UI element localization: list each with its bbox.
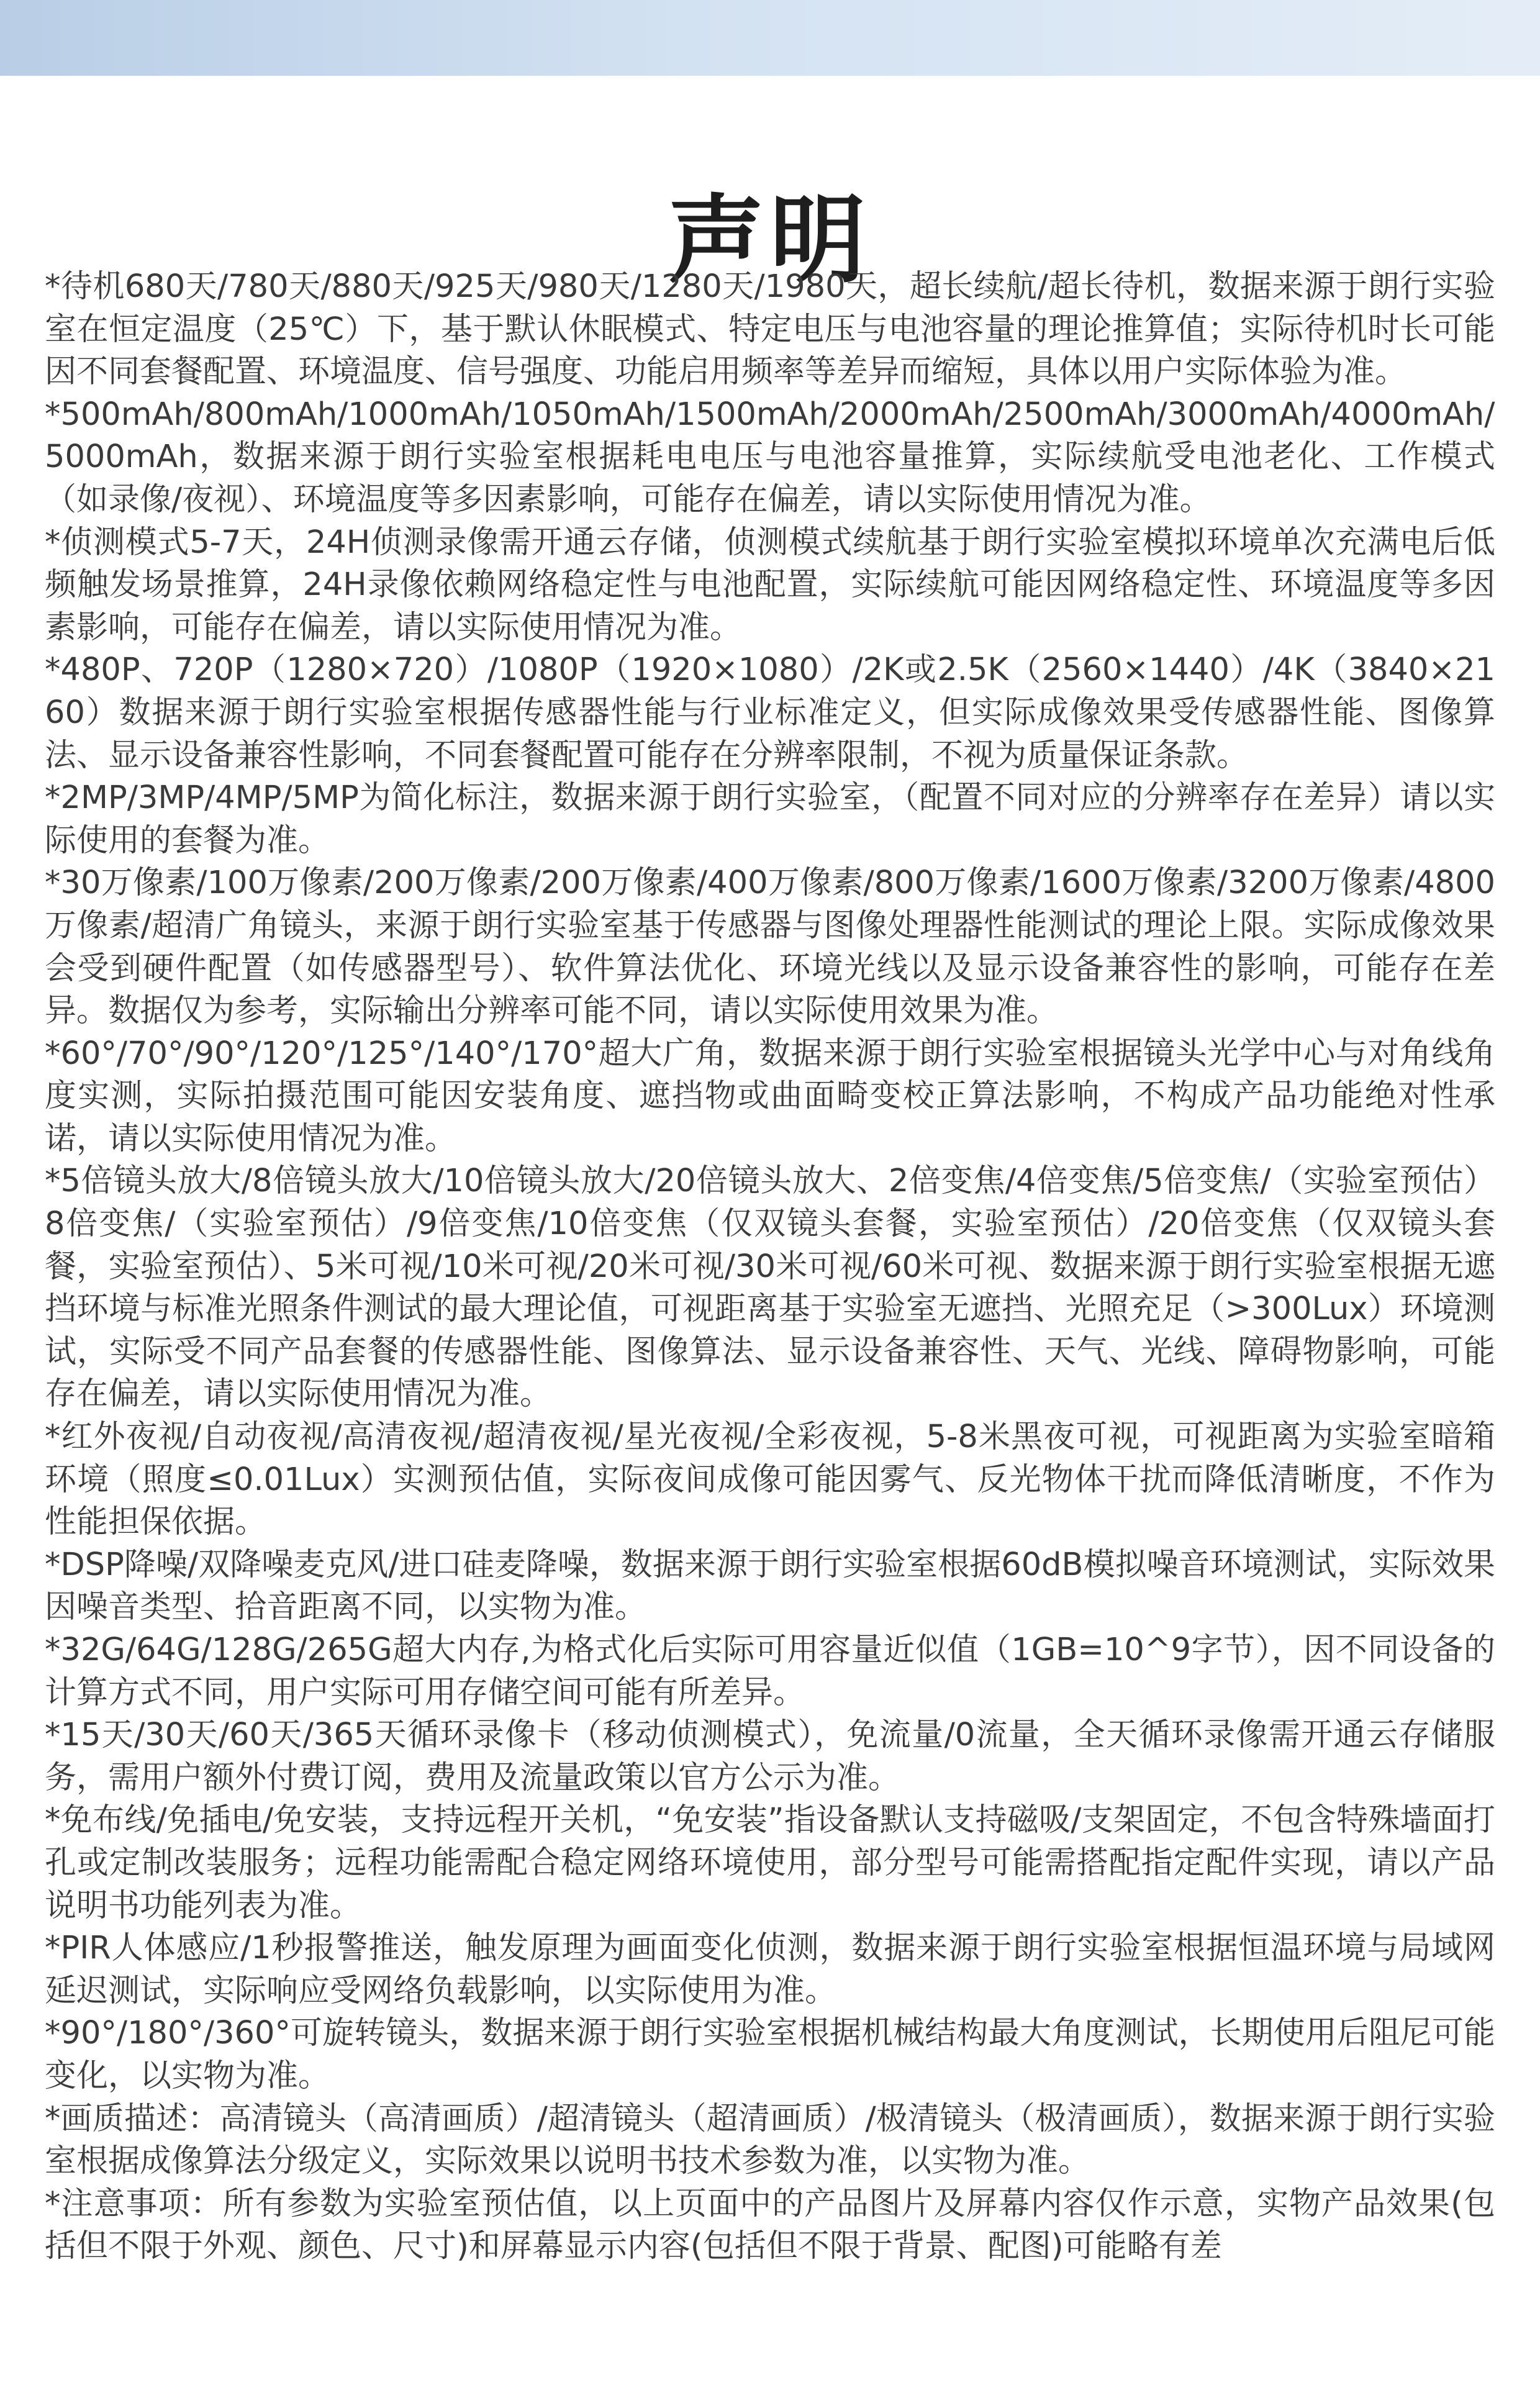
- header-banner: [0, 0, 1540, 76]
- statement-image-quality: *画质描述：高清镜头（高清画质）/超清镜头（超清画质）/极清镜头（极清画质），数据来源于朗行实验室根据成像算法分级定义，实际效果以说明书技术参数为准，以实物为准。: [45, 2100, 1495, 2180]
- statement-pir: *PIR人体感应/1秒报警推送，触发原理为画面变化侦测，数据来源于朗行实验室根据恒温环境与局域网延迟测试，实际响应受网络负载影响，以实际使用为准。: [45, 1930, 1495, 2009]
- statement-night-vision: *红外夜视/自动夜视/高清夜视/超清夜视/星光夜视/全彩夜视，5-8米黑夜可视，可视距离为实验室暗箱环境（照度≤0.01Lux）实测预估值，实际夜间成像可能因雾气、反光物体干扰而降低清晰度，不作为性能担保依据。: [45, 1419, 1495, 1541]
- statement-wide-angle: *60°/70°/90°/120°/125°/140°/170°超大广角，数据来源于朗行实验室根据镜头光学中心与对角线角度实测，实际拍摄范围可能因安装角度、遮挡物或曲面畸变校正算法影响，不构成产品功能绝对性承诺，请以实际使用情况为准。: [45, 1035, 1495, 1157]
- statement-rotation: *90°/180°/360°可旋转镜头，数据来源于朗行实验室根据机械结构最大角度测试，长期使用后阻尼可能变化，以实物为准。: [45, 2015, 1495, 2094]
- statement-pixels: *30万像素/100万像素/200万像素/200万像素/400万像素/800万像素/1600万像素/3200万像素/4800万像素/超清广角镜头，来源于朗行实验室基于传感器与图像处理器性能测试的理论上限。实际成像效果会受到硬件配置（如传感器型号）、软件算法优化、环境光线以及显示设备兼容性的影响，可能存在差异。数据仅为参考，实际输出分辨率可能不同，请以实际使用效果为准。: [45, 865, 1495, 1030]
- page-title: 声明: [668, 185, 872, 297]
- statement-notes: *注意事项：所有参数为实验室预估值，以上页面中的产品图片及屏幕内容仅作示意，实物产品效果(包括但不限于外观、颜色、尺寸)和屏幕显示内容(包括但不限于背景、配图)可能略有差: [45, 2185, 1495, 2265]
- statement-megapixel-label: *2MP/3MP/4MP/5MP为简化标注，数据来源于朗行实验室，（配置不同对应的分辨率存在差异）请以实际使用的套餐为准。: [45, 779, 1495, 859]
- statement-resolution: *480P、720P（1280×720）/1080P（1920×1080）/2K或2.5K（2560×1440）/4K（3840×2160）数据来源于朗行实验室根据传感器性能与行业标准定义，但实际成像效果受传感器性能、图像算法、显示设备兼容性影响，不同套餐配置可能存在分辨率限制，不视为质量保证条款。: [45, 652, 1495, 774]
- statement-loop-recording: *15天/30天/60天/365天循环录像卡（移动侦测模式），免流量/0流量，全天循环录像需开通云存储服务，需用户额外付费订阅，费用及流量政策以官方公示为准。: [45, 1717, 1495, 1796]
- statement-battery-capacity: *500mAh/800mAh/1000mAh/1050mAh/1500mAh/2000mAh/2500mAh/3000mAh/4000mAh/5000mAh，数据来源于朗行实验室根据耗电电压与电池容量推算，实际续航受电池老化、工作模式（如录像/夜视）、环境温度等多因素影响，可能存在偏差，请以实际使用情况为准。: [45, 396, 1495, 518]
- statement-noise-reduction: *DSP降噪/双降噪麦克风/进口硅麦降噪，数据来源于朗行实验室根据60dB模拟噪音环境测试，实际效果因噪音类型、拾音距离不同，以实物为准。: [45, 1546, 1495, 1626]
- statement-storage: *32G/64G/128G/265G超大内存,为格式化后实际可用容量近似值（1GB=10^9字节），因不同设备的计算方式不同，用户实际可用存储空间可能有所差异。: [45, 1632, 1495, 1711]
- statement-standby: *待机680天/780天/880天/925天/980天/1280天/1980天，超长续航/超长待机，数据来源于朗行实验室在恒定温度（25℃）下，基于默认休眠模式、特定电压与电池容量的理论推算值；实际待机时长可能因不同套餐配置、环境温度、信号强度、功能启用频率等差异而缩短，具体以用户实际体验为准。: [45, 268, 1495, 391]
- statement-zoom: *5倍镜头放大/8倍镜头放大/10倍镜头放大/20倍镜头放大、2倍变焦/4倍变焦/5倍变焦/（实验室预估）8倍变焦/（实验室预估）/9倍变焦/10倍变焦（仅双镜头套餐，实验室预估）/20倍变焦（仅双镜头套餐，实验室预估）、5米可视/10米可视/20米可视/30米可视/60米可视、数据来源于朗行实验室根据无遮挡环境与标准光照条件测试的最大理论值，可视距离基于实验室无遮挡、光照充足（>300Lux）环境测试，实际受不同产品套餐的传感器性能、图像算法、显示设备兼容性、天气、光线、障碍物影响，可能存在偏差，请以实际使用情况为准。: [45, 1163, 1495, 1413]
- statement-installation: *免布线/免插电/免安装，支持远程开关机，“免安装”指设备默认支持磁吸/支架固定，不包含特殊墙面打孔或定制改装服务；远程功能需配合稳定网络环境使用，部分型号可能需搭配指定配件实现，请以产品说明书功能列表为准。: [45, 1802, 1495, 1924]
- disclaimer-body: [45, 266, 1495, 2385]
- statement-detection-mode: *侦测模式5-7天，24H侦测录像需开通云存储，侦测模式续航基于朗行实验室模拟环境单次充满电后低频触发场景推算，24H录像依赖网络稳定性与电池配置，实际续航可能因网络稳定性、环境温度等多因素影响，可能存在偏差，请以实际使用情况为准。: [45, 524, 1495, 646]
